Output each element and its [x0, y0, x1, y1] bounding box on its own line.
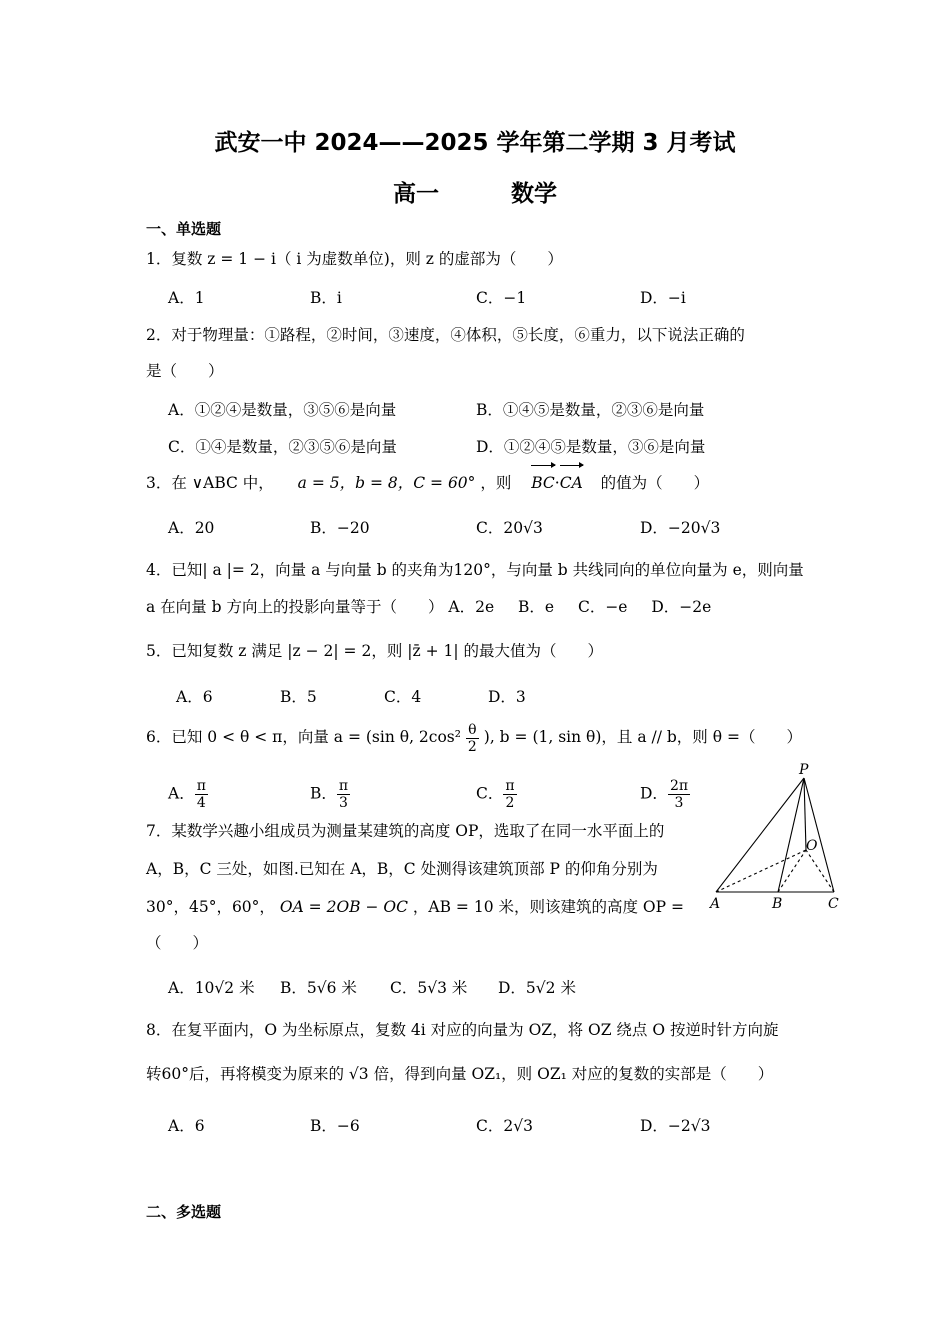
q5-option-c: C．4	[384, 688, 422, 706]
q6-d-num: 2π	[669, 778, 689, 794]
q4-option-b: B．e	[518, 598, 555, 616]
q1-option-a: A．1	[168, 289, 205, 307]
question-4-line1: 4．已知| a |= 2，向量 a 与向量 b 的夹角为120°，与向量 b 共线同向的单位向量为 e，则向量	[146, 561, 804, 579]
label-p: P	[799, 762, 809, 778]
q6-b-den: 3	[339, 795, 348, 811]
q7-figure	[700, 758, 850, 914]
q6-letter-d: D．	[640, 784, 668, 803]
q1-option-b: B．i	[310, 289, 342, 307]
question-5: 5．已知复数 z 满足 |z − 2| = 2，则 |z̄ + 1| 的最大值为（ ）	[146, 642, 603, 660]
q6-c-num: π	[505, 778, 515, 794]
q6-option-b	[310, 778, 350, 811]
q1-option-d: D．−i	[640, 289, 686, 307]
q6-a-den: 4	[196, 795, 206, 811]
section-single-choice: 一、单选题	[146, 220, 222, 238]
q7-condition: ，AB = 10 米，则该建筑的高度 OP =	[412, 898, 684, 916]
q6-frac-c	[503, 778, 516, 811]
q3-mid: ，则	[480, 474, 512, 492]
exam-subtitle	[0, 175, 950, 208]
q6-letter-c: C．	[476, 784, 504, 803]
q2-option-a: A．①②④是数量，③⑤⑥是向量	[168, 401, 397, 419]
q7-option-d: D．5√2 米	[498, 979, 576, 997]
question-8-line1: 8．在复平面内，O 为坐标原点，复数 4i 对应的向量为 OZ，将 OZ 绕点 O 按逆时针方向旋	[146, 1021, 779, 1039]
label-b: B	[772, 896, 783, 912]
label-a: A	[710, 896, 721, 912]
q7-option-a: A．10√2 米	[168, 979, 255, 997]
q6-frac-den: 2	[467, 738, 477, 755]
q6-options	[168, 770, 728, 812]
q5-option-d: D．3	[488, 688, 526, 706]
question-7-line3	[146, 888, 706, 926]
q2-option-d: D．①②④⑤是数量，③⑥是向量	[476, 438, 706, 456]
question-1: 1．复数 z = 1 − i（ i 为虚数单位)，则 z 的虚部为（ ）	[146, 250, 563, 268]
q2-option-b: B．①④⑤是数量，②③⑥是向量	[476, 401, 705, 419]
edge-co	[806, 850, 834, 892]
q4-option-d: D．−2e	[651, 598, 712, 616]
question-2-line1: 2．对于物理量：①路程，②时间，③速度，④体积，⑤长度，⑥重力，以下说法正确的	[146, 326, 745, 344]
q3-condition: a = 5，b = 8，C = 60°	[297, 474, 476, 492]
q6-letter-b: B．	[310, 784, 337, 803]
q7-angles: 30°，45°，60°，	[146, 898, 275, 916]
q8-option-b: B．−6	[310, 1117, 360, 1135]
question-4-line2	[146, 588, 826, 626]
q6-option-a	[168, 778, 208, 811]
q8-option-c: C．2√3	[476, 1117, 533, 1135]
question-3	[146, 464, 826, 502]
q7-vector-equation: OA = 2OB − OC	[279, 898, 408, 916]
question-7-line4: （ ）	[146, 934, 209, 952]
q4-option-a: A．2e	[448, 598, 495, 616]
q6-d-den: 3	[674, 795, 684, 811]
q5-option-b: B．5	[280, 688, 317, 706]
q3-vector-bc: BC	[531, 464, 555, 502]
q7-option-c: C．5√3 米	[390, 979, 468, 997]
q3-option-c: C．20√3	[476, 519, 543, 537]
q6-frac-num: θ	[466, 722, 479, 739]
q6-vector-b: ), b = (1, sin θ)，且 a // b，则 θ =（ ）	[483, 728, 802, 746]
q3-option-a: A．20	[168, 519, 215, 537]
q6-frac-b	[337, 778, 350, 811]
section-multiple-choice: 二、多选题	[146, 1203, 222, 1221]
edge-pc	[804, 778, 834, 892]
q3-option-b: B．−20	[310, 519, 370, 537]
q6-frac-d	[668, 778, 690, 811]
question-8-line2: 转60°后，再将模变为原来的 √3 倍，得到向量 OZ₁，则 OZ₁ 对应的复数的实部是（ ）	[146, 1065, 774, 1083]
q6-a-num: π	[196, 778, 206, 794]
q1-option-c: C．−1	[476, 289, 527, 307]
question-6	[146, 718, 826, 756]
q6-fraction	[466, 722, 479, 755]
q3-suffix: 的值为（ ）	[600, 474, 710, 492]
q8-option-d: D．−2√3	[640, 1117, 711, 1135]
label-o: O	[806, 838, 818, 854]
q2-option-c: C．①④是数量，②③⑤⑥是向量	[168, 438, 397, 456]
q6-prefix: 6．已知 0 < θ < π，向量 a =	[146, 728, 361, 746]
q6-frac-a	[195, 778, 208, 811]
q3-option-d: D．−20√3	[640, 519, 721, 537]
q6-option-c	[476, 778, 517, 811]
q5-option-a: A．6	[176, 688, 213, 706]
q8-option-a: A．6	[168, 1117, 205, 1135]
question-2-line2: 是（ ）	[146, 362, 224, 380]
question-7-line1: 7．某数学兴趣小组成员为测量某建筑的高度 OP，选取了在同一水平面上的	[146, 822, 665, 840]
exam-title: 武安一中 2024——2025 学年第二学期 3 月考试	[214, 130, 736, 156]
question-7-line2: A，B，C 三处，如图.已知在 A，B，C 处测得该建筑顶部 P 的仰角分别为	[146, 860, 658, 878]
q3-dot: ·	[554, 474, 560, 492]
subject-label: 数学	[511, 181, 558, 207]
grade-label: 高一	[392, 181, 439, 207]
edge-bo	[778, 850, 806, 892]
q3-prefix: 3．在 ∨ABC 中，	[146, 474, 274, 492]
q3-vector-ca: CA	[560, 464, 583, 502]
label-c: C	[828, 896, 839, 912]
q7-option-b: B．5√6 米	[280, 979, 357, 997]
q6-option-d	[640, 778, 690, 811]
q4-line2-text: a 在向量 b 方向上的投影向量等于（ ）	[146, 598, 444, 616]
q6-c-den: 2	[505, 795, 515, 811]
q6-letter-a: A．	[168, 784, 195, 803]
q6-vector-a: (sin θ, 2cos²	[365, 728, 461, 746]
q6-b-num: π	[338, 778, 349, 794]
q4-option-c: C．−e	[577, 598, 628, 616]
